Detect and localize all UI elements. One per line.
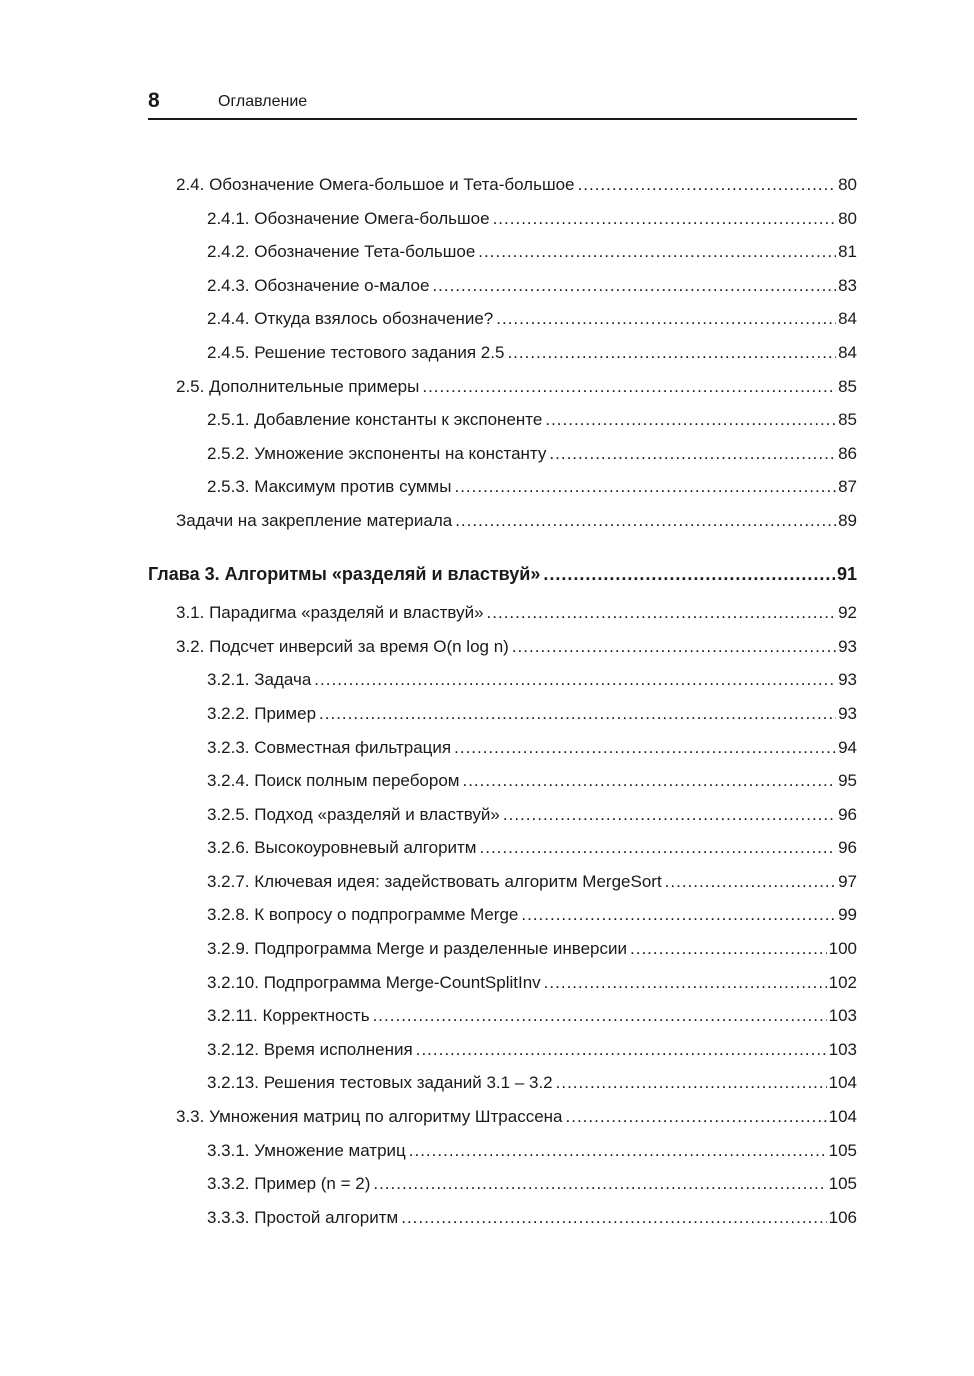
toc-entry[interactable]: [148, 1134, 857, 1168]
toc-entry-title: 3.2.6. Высокоуровневый алгоритм: [207, 838, 477, 858]
toc-entry-page: 87: [838, 477, 857, 497]
dot-leader: [432, 269, 836, 303]
dot-leader: [549, 437, 836, 471]
toc-entry[interactable]: [148, 731, 857, 765]
toc-entry[interactable]: [148, 1167, 857, 1201]
toc-entry-title: 2.5. Дополнительные примеры: [176, 376, 420, 396]
dot-leader: [665, 865, 836, 899]
toc-entry[interactable]: [148, 865, 857, 899]
toc-entry[interactable]: [148, 1100, 857, 1134]
dot-leader: [480, 831, 837, 865]
toc-entry-title: 3.3.2. Пример (n = 2): [207, 1174, 371, 1194]
dot-leader: [454, 731, 836, 765]
toc-entry-title: 2.4.3. Обозначение о-малое: [207, 275, 430, 295]
toc-entry[interactable]: [148, 966, 857, 1000]
toc-entry[interactable]: [148, 697, 857, 731]
toc-entry[interactable]: [148, 370, 857, 404]
dot-leader: [487, 596, 837, 630]
dot-leader: [578, 168, 837, 202]
toc-entry-page: 92: [838, 603, 857, 623]
page-number: 8: [148, 89, 160, 112]
dot-leader: [566, 1100, 827, 1134]
toc-entry[interactable]: [148, 630, 857, 664]
dot-leader: [422, 370, 836, 404]
toc-entry[interactable]: [148, 168, 857, 202]
toc-entry-page: 104: [828, 1107, 857, 1127]
toc-chapter-entry[interactable]: [148, 558, 857, 592]
toc-entry-page: 105: [828, 1174, 857, 1194]
toc-entry-title: 3.3.1. Умножение матриц: [207, 1140, 406, 1160]
toc-entry-title: 3.2.8. К вопросу о подпрограмме Merge: [207, 905, 519, 925]
toc-entry-title: 3.2.12. Время исполнения: [207, 1039, 413, 1059]
toc-entry[interactable]: [148, 470, 857, 504]
toc-entry[interactable]: [148, 336, 857, 370]
toc-entry-title: 3.2.3. Совместная фильтрация: [207, 737, 452, 757]
toc-entry-page: 89: [838, 510, 857, 530]
toc-entry[interactable]: [148, 1033, 857, 1067]
toc-entry[interactable]: [148, 999, 857, 1033]
toc-entry-page: 102: [828, 972, 857, 992]
toc-entry-page: 85: [838, 410, 857, 430]
toc-entry[interactable]: [148, 764, 857, 798]
toc-entry-title: 2.4.4. Откуда взялось обозначение?: [207, 309, 494, 329]
toc-entry-title: Задачи на закрепление материала: [176, 510, 453, 530]
toc-entry-page: 85: [838, 376, 857, 396]
toc-entry-page: 93: [838, 670, 857, 690]
dot-leader: [507, 336, 836, 370]
dot-leader: [373, 1167, 826, 1201]
toc-entry-title: 3.3.3. Простой алгоритм: [207, 1207, 399, 1227]
toc-entry-title: 2.5.1. Добавление константы к экспоненте: [207, 410, 543, 430]
toc-entry[interactable]: [148, 302, 857, 336]
toc-entry-page: 100: [828, 939, 857, 959]
dot-leader: [455, 504, 836, 538]
toc-entry-page: 95: [838, 771, 857, 791]
toc-entry[interactable]: [148, 798, 857, 832]
dot-leader: [478, 235, 836, 269]
toc-entry-page: 91: [836, 563, 857, 584]
dot-leader: [373, 999, 827, 1033]
dot-leader: [630, 932, 827, 966]
toc-entry-title: 2.4. Обозначение Омега-большое и Тета-большое: [176, 175, 575, 194]
toc-entry-page: 93: [838, 703, 857, 723]
toc-entry-page: 103: [828, 1039, 857, 1059]
toc-entry-page: 96: [838, 838, 857, 858]
toc-entry-page: 83: [838, 275, 857, 295]
toc-entry-title: 3.2.2. Пример: [207, 703, 317, 723]
dot-leader: [545, 403, 836, 437]
toc-entry[interactable]: [148, 1201, 857, 1235]
toc-entry-page: 99: [838, 905, 857, 925]
running-title: Оглавление: [218, 93, 308, 110]
toc-entry-title: 2.4.2. Обозначение Тета-большое: [207, 242, 476, 262]
toc-entry-page: 97: [838, 871, 857, 891]
toc-entry-title: 3.2.1. Задача: [207, 670, 312, 690]
dot-leader: [416, 1033, 827, 1067]
toc-entry-page: 86: [838, 443, 857, 463]
toc-entry-page: 106: [828, 1207, 857, 1227]
toc-entry-page: 96: [838, 804, 857, 824]
toc-entry-page: 94: [838, 737, 857, 757]
dot-leader: [314, 663, 836, 697]
toc-entry[interactable]: [148, 1066, 857, 1100]
dot-leader: [409, 1134, 827, 1168]
toc-entry-page: 104: [828, 1073, 857, 1093]
toc-entry[interactable]: [148, 663, 857, 697]
dot-leader: [454, 470, 836, 504]
toc-entry[interactable]: [148, 831, 857, 865]
toc-entry-title: 2.4.1. Обозначение Омега-большое: [207, 208, 490, 228]
toc-entry-title: 2.5.2. Умножение экспоненты на константу: [207, 443, 547, 463]
toc-entry-title: 3.2.11. Корректность: [207, 1006, 370, 1026]
dot-leader: [401, 1201, 826, 1235]
toc-entry-page: 81: [838, 242, 857, 262]
dot-leader: [544, 966, 827, 1000]
toc-entry-title: 3.3. Умножения матриц по алгоритму Штрассена: [176, 1107, 563, 1127]
toc-entry-title: 3.2.13. Решения тестовых заданий 3.1 – 3.2: [207, 1073, 553, 1093]
dot-leader: [543, 558, 835, 592]
toc-entry[interactable]: [148, 898, 857, 932]
toc-entry[interactable]: [148, 235, 857, 269]
dot-leader: [521, 898, 836, 932]
toc-entry-page: 93: [838, 636, 857, 656]
toc-entry-title: 3.2.7. Ключевая идея: задействовать алгоритм MergeSort: [207, 871, 662, 891]
toc-entry-page: 103: [828, 1006, 857, 1026]
toc-entry-title: 3.2.4. Поиск полным перебором: [207, 771, 460, 791]
toc-entry-title: 3.2.10. Подпрограмма Merge-CountSplitInv: [207, 972, 541, 992]
page-header: [148, 88, 857, 120]
toc-entry[interactable]: [148, 596, 857, 630]
toc-entry-title: Глава 3. Алгоритмы «разделяй и властвуй»: [148, 563, 541, 584]
toc-entry-page: 80: [838, 175, 857, 194]
toc-entry[interactable]: [148, 403, 857, 437]
dot-leader: [512, 630, 836, 664]
toc-entry-title: 3.2.9. Подпрограмма Merge и разделенные инверсии: [207, 939, 628, 959]
toc-entry[interactable]: [148, 269, 857, 303]
table-of-contents: [148, 168, 857, 1234]
toc-entry[interactable]: [148, 932, 857, 966]
toc-entry-title: 3.1. Парадигма «разделяй и властвуй»: [176, 603, 484, 623]
toc-entry[interactable]: [148, 504, 857, 538]
toc-entry-page: 84: [838, 309, 857, 329]
dot-leader: [496, 302, 836, 336]
toc-entry-page: 105: [828, 1140, 857, 1160]
toc-entry-title: 3.2.5. Подход «разделяй и властвуй»: [207, 804, 500, 824]
toc-entry-title: 2.5.3. Максимум против суммы: [207, 477, 452, 497]
dot-leader: [319, 697, 836, 731]
dot-leader: [503, 798, 836, 832]
toc-entry-title: 2.4.5. Решение тестового задания 2.5: [207, 342, 505, 362]
dot-leader: [556, 1066, 827, 1100]
dot-leader: [493, 202, 837, 236]
toc-entry-title: 3.2. Подсчет инверсий за время O(n log n): [176, 636, 509, 656]
toc-entry[interactable]: [148, 202, 857, 236]
dot-leader: [462, 764, 836, 798]
toc-entry-page: 84: [838, 342, 857, 362]
toc-entry[interactable]: [148, 437, 857, 471]
toc-entry-page: 80: [838, 208, 857, 228]
